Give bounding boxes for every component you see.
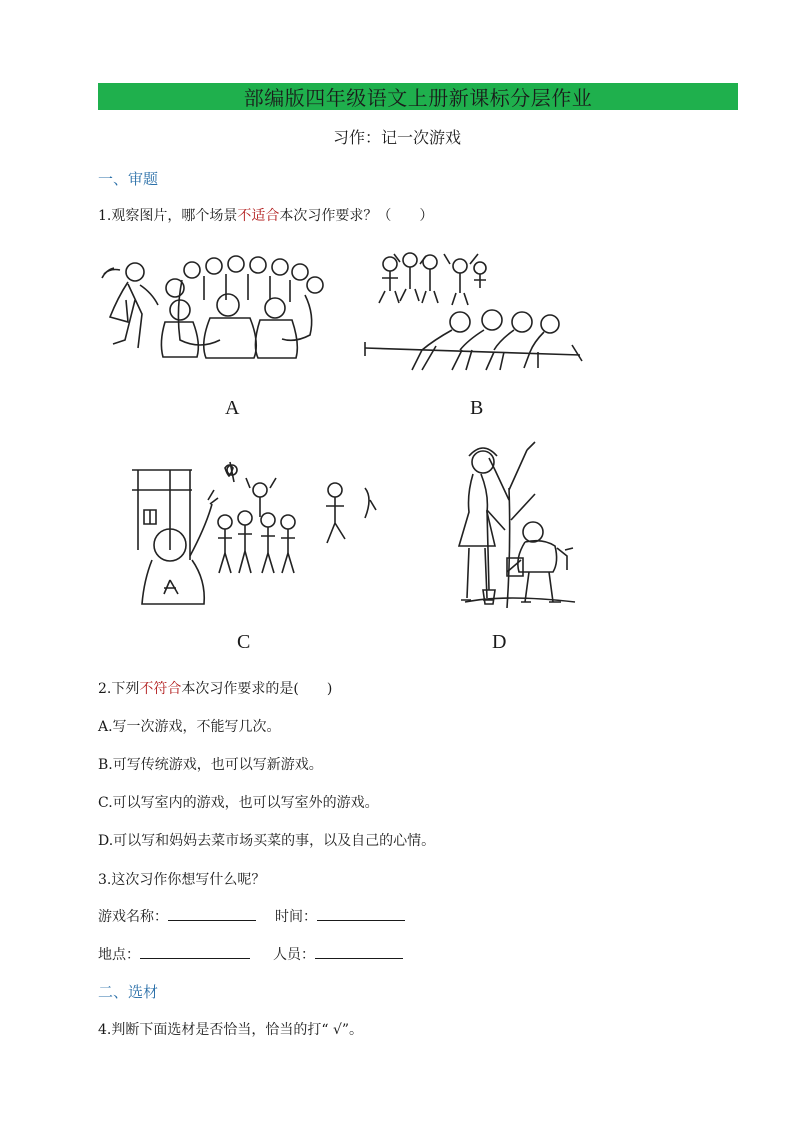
- game-name-blank[interactable]: [168, 906, 256, 921]
- tug-of-war-illustration: [360, 250, 595, 380]
- question-1-pre: 1.观察图片，哪个场景: [98, 208, 238, 224]
- time-label: 时间：: [275, 909, 317, 925]
- worksheet-banner: [98, 83, 738, 110]
- place-field: [98, 944, 250, 964]
- place-label: 地点：: [98, 947, 140, 963]
- question-1: [98, 205, 433, 225]
- option-a: A.写一次游戏，不能写几次。: [98, 719, 281, 735]
- image-label-b: B: [470, 397, 484, 419]
- question-2: [98, 678, 332, 698]
- place-blank[interactable]: [140, 944, 250, 959]
- time-blank[interactable]: [317, 906, 405, 921]
- question-2-highlight: 不符合: [139, 681, 182, 697]
- people-label: 人员：: [273, 947, 315, 963]
- image-label-a: A: [225, 397, 240, 419]
- option-b: B.可写传统游戏，也可以写新游戏。: [98, 757, 323, 773]
- children-planting-tree-illustration: [445, 440, 590, 610]
- game-name-field: [98, 906, 256, 926]
- question-2-post: 本次习作要求的是( ): [181, 681, 333, 697]
- section-title-material: 二、选材: [98, 983, 159, 1001]
- game-name-label: 游戏名称：: [98, 909, 168, 925]
- section-title-review: 一、审题: [98, 170, 159, 188]
- option-d: D.可以写和妈妈去菜市场买菜的事，以及自己的心情。: [98, 833, 436, 849]
- question-1-post: 本次习作要求？（ ）: [279, 208, 434, 224]
- banner-title: 部编版四年级语文上册新课标分层作业: [243, 86, 593, 110]
- question-3: 3.这次习作你想写什么呢？: [98, 872, 266, 888]
- option-c: C.可以写室内的游戏，也可以写室外的游戏。: [98, 795, 379, 811]
- question-1-highlight: 不适合: [237, 208, 280, 224]
- people-field: [273, 944, 403, 964]
- children-sitting-circle-game-illustration: [100, 250, 340, 380]
- image-label-d: D: [492, 631, 507, 653]
- question-2-pre: 2.下列: [98, 681, 140, 697]
- question-4: 4.判断下面选材是否恰当，恰当的打“ √”。: [98, 1022, 364, 1038]
- page-title: 习作：记一次游戏: [332, 128, 461, 147]
- children-playing-ball-illustration: [130, 460, 380, 610]
- image-label-c: C: [237, 631, 251, 653]
- people-blank[interactable]: [315, 944, 403, 959]
- time-field: [275, 906, 405, 926]
